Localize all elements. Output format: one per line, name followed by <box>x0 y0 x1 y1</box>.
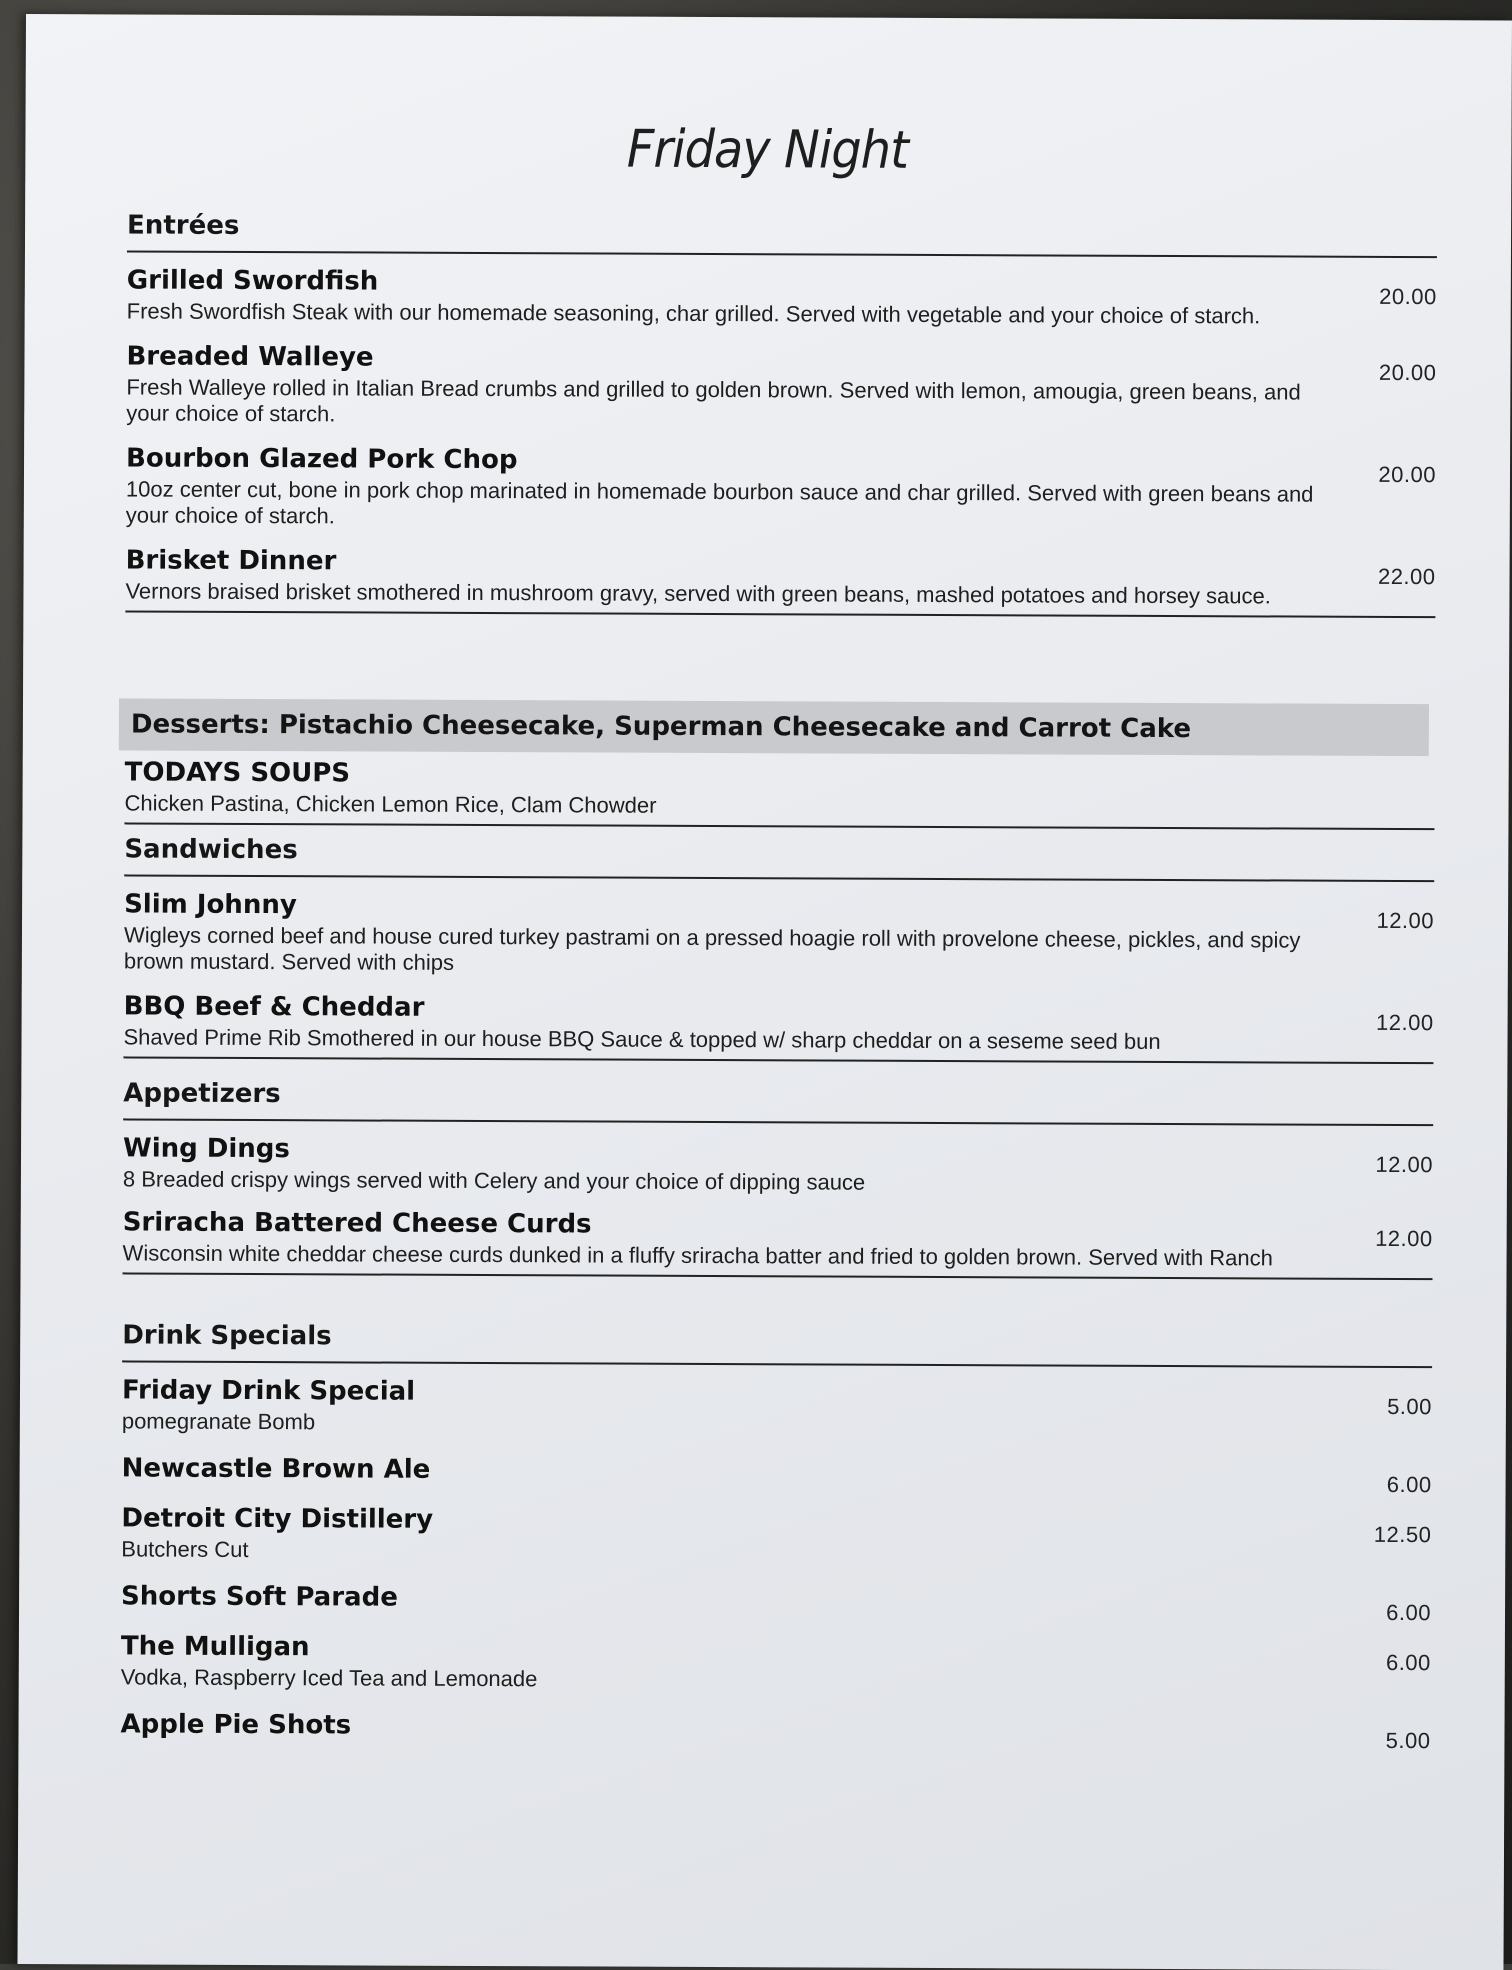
item-description: pomegranate Bomb <box>121 1408 316 1435</box>
drinks-section <box>120 1320 1432 1754</box>
item-name: Sriracha Battered Cheese Curds <box>122 1207 592 1240</box>
item-name: Bourbon Glazed Pork Chop <box>125 443 518 476</box>
sandwich-item <box>124 888 1434 980</box>
section-divider <box>123 1056 1433 1064</box>
entree-item <box>127 264 1437 330</box>
drink-item <box>121 1452 1432 1498</box>
item-price: 12.00 <box>1376 907 1435 934</box>
drink-item <box>120 1708 1431 1754</box>
soups-list: Chicken Pastina, Chicken Lemon Rice, Clam Chowder <box>124 790 657 818</box>
item-description: Wigleys corned beef and house cured turkey pastrami on a pressed hoagie roll with provelone cheese, pickles, and spicy brown mustard. Served with chips <box>123 922 1301 975</box>
item-name: BBQ Beef & Cheddar <box>123 991 425 1023</box>
drinks-heading: Drink Specials <box>122 1320 1432 1368</box>
item-price: 12.00 <box>1375 1009 1434 1036</box>
drink-item <box>121 1502 1431 1568</box>
section-divider <box>124 822 1434 830</box>
item-description: Vodka, Raspberry Iced Tea and Lemonade <box>120 1664 538 1692</box>
appetizers-section <box>123 1078 1434 1280</box>
item-description: Fresh Walleye rolled in Italian Bread crumbs and grilled to golden brown. Served with lemon, amougia, green beans, and your choice of starch. <box>126 374 1301 427</box>
item-name: Wing Dings <box>122 1133 290 1165</box>
item-name: Shorts Soft Parade <box>121 1581 398 1613</box>
menu-page <box>17 14 1511 1970</box>
appetizer-item <box>123 1132 1433 1198</box>
sandwich-item <box>123 990 1433 1056</box>
item-price: 22.00 <box>1377 563 1436 590</box>
item-price: 6.00 <box>1386 1471 1432 1498</box>
item-price: 5.00 <box>1385 1727 1431 1754</box>
item-price: 20.00 <box>1378 359 1437 386</box>
item-name: Friday Drink Special <box>121 1375 416 1407</box>
item-price: 20.00 <box>1379 283 1437 310</box>
item-name: The Mulligan <box>120 1631 310 1663</box>
drink-item <box>122 1374 1432 1440</box>
item-price: 12.00 <box>1375 1151 1434 1178</box>
item-price: 12.00 <box>1375 1225 1433 1252</box>
entree-item <box>125 544 1435 610</box>
entree-item <box>126 442 1436 534</box>
item-name: Breaded Walleye <box>126 341 374 373</box>
item-price: 12.50 <box>1373 1521 1432 1548</box>
item-price: 20.00 <box>1378 461 1437 488</box>
menu-title: Friday Night <box>626 119 909 181</box>
item-name: Apple Pie Shots <box>120 1709 352 1741</box>
drink-item <box>121 1580 1432 1626</box>
sandwiches-section <box>123 834 1434 1064</box>
appetizer-item <box>123 1206 1433 1272</box>
item-name: Brisket Dinner <box>125 545 337 577</box>
sandwiches-heading: Sandwiches <box>124 834 1434 882</box>
item-description: Shaved Prime Rib Smothered in our house BBQ Sauce & topped w/ sharp cheddar on a seseme seed bun <box>123 1024 1161 1054</box>
entrees-heading: Entrées <box>127 210 1437 258</box>
item-price: 5.00 <box>1387 1393 1432 1420</box>
section-divider <box>123 1272 1433 1280</box>
item-description: Butchers Cut <box>121 1536 249 1562</box>
item-name: Slim Johnny <box>124 889 297 921</box>
entrees-section <box>125 210 1437 618</box>
appetizers-heading: Appetizers <box>123 1078 1433 1126</box>
item-description: 8 Breaded crispy wings served with Celery and your choice of dipping sauce <box>122 1166 866 1195</box>
item-description: 10oz center cut, bone in pork chop marinated in homemade bourbon sauce and char grilled. Served with green beans and your choice of starch. <box>125 476 1314 529</box>
entree-item <box>126 340 1436 432</box>
desserts-banner: Desserts: Pistachio Cheesecake, Superman Cheesecake and Carrot Cake <box>119 698 1429 756</box>
soups-heading: TODAYS SOUPS <box>124 757 351 789</box>
soups-section <box>124 756 1434 830</box>
section-divider <box>125 610 1435 618</box>
item-price: 6.00 <box>1385 1649 1431 1676</box>
item-price: 6.00 <box>1386 1599 1432 1626</box>
drink-item <box>121 1630 1431 1696</box>
item-description: Wisconsin white cheddar cheese curds dunked in a fluffy sriracha batter and fried to golden brown. Served with Ranch <box>122 1240 1273 1271</box>
item-name: Grilled Swordfish <box>126 265 379 297</box>
item-name: Detroit City Distillery <box>121 1503 434 1535</box>
item-description: Vernors braised brisket smothered in mushroom gravy, served with green beans, mashed potatoes and horsey sauce. <box>125 578 1271 609</box>
item-name: Newcastle Brown Ale <box>121 1453 431 1485</box>
item-description: Fresh Swordfish Steak with our homemade seasoning, char grilled. Served with vegetable and your choice of starch. <box>126 298 1261 329</box>
